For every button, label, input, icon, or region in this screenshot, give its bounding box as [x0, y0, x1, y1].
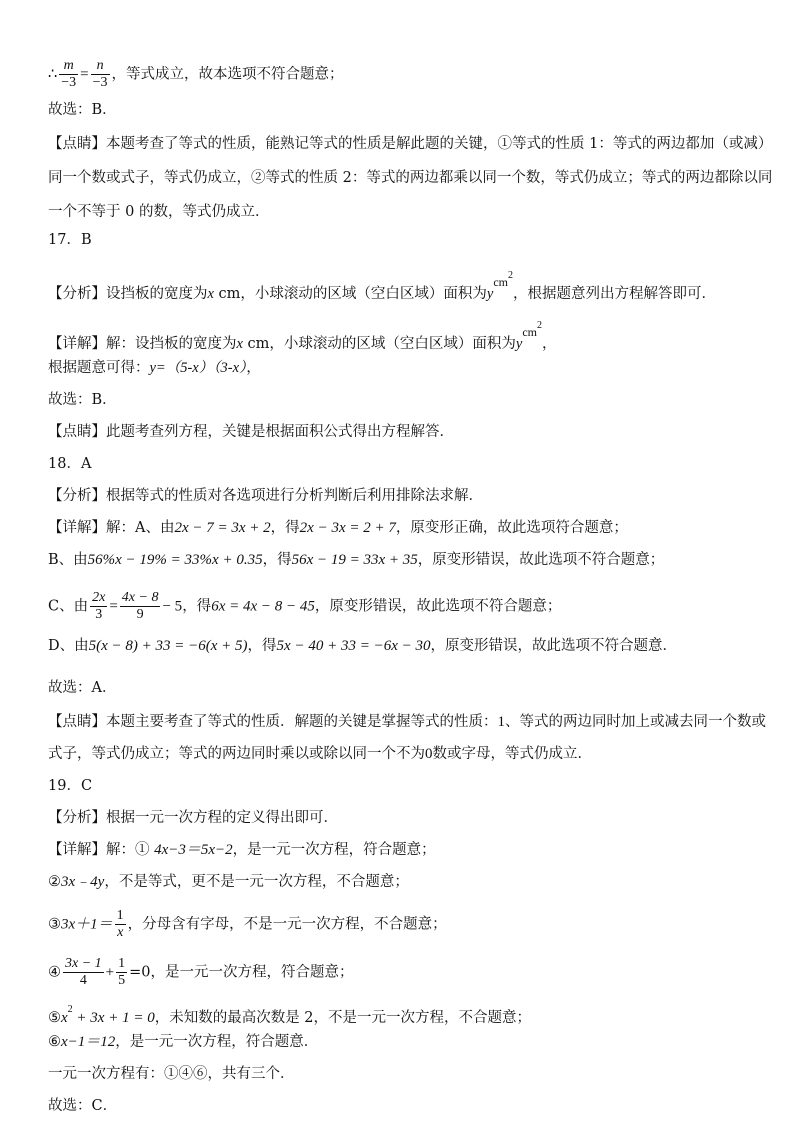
- solution-line: $⑤x^2 + 3x + 1 = 0$，未知数的最高次数是 2，不是一元一次方程，不合题意；: [48, 1004, 532, 1026]
- fraction-1-over-5: $\frac{1}{5}$: [118, 956, 126, 988]
- answer-line: 故选：C．: [48, 1098, 118, 1114]
- solution-line: 根据题意可得：y=（5-x）（3-x），: [48, 360, 261, 376]
- fraction-4x-8-over-9: $\frac{4x - 8}{9}$: [121, 590, 159, 622]
- solution-line: 【详解】解：① 4x−3＝5x−2，是一元一次方程，符合题意；: [48, 842, 436, 858]
- therefore-symbol: ∴: [48, 66, 58, 83]
- answer-line: 故选：B．: [48, 102, 117, 118]
- line-therefore-fraction: ∴ $\frac{m}{-3}$ = $\frac{n}{-3}$ ，等式成立，故本选项不符合题意；: [48, 58, 344, 90]
- analysis-line: 【分析】根据一元一次方程的定义得出即可．: [48, 810, 338, 826]
- solution-line: C、由 $\frac{2x}{3}$ = $\frac{4x - 8}{9}$ − 5，得6x = 4x − 8 − 45，原变形错误，故此选项不符合题意；: [48, 590, 562, 622]
- solution-line: ⑥x−1＝12，是一元一次方程，符合题意．: [48, 1034, 319, 1050]
- solution-line: 【详解】解：A、由2x − 7 = 3x + 2，得2x − 3x = 2 + 7，原变形正确，故此选项符合题意；: [48, 520, 628, 536]
- question-number-19: 19．C: [48, 778, 93, 794]
- solution-line: ③3x＋1＝ $\frac{1}{x}$ ，分母含有字母，不是一元一次方程，不合题意；: [48, 908, 447, 940]
- answer-line: 故选：A．: [48, 680, 117, 696]
- comment-line: 同一个数或式子，等式仍成立，②等式的性质 2：等式的两边都乘以同一个数，等式仍成立；等式的两边都除以同: [48, 170, 773, 186]
- fraction-n-over-minus3: $\frac{n}{-3}$: [92, 58, 108, 90]
- analysis-line: 【分析】设挡板的宽度为x cm，小球滚动的区域（空白区域）面积为$y^{cm2}$，根据题意列出方程解答即可．: [48, 270, 717, 302]
- comment-line: 【点睛】本题考查了等式的性质，能熟记等式的性质是解此题的关键，①等式的性质 1：等式的两边都加（或减）: [48, 136, 773, 152]
- solution-line: ④ $\frac{3x - 1}{4}$ + $\frac{1}{5}$ =0，是一元一次方程，符合题意；: [48, 956, 354, 988]
- fraction-1-over-x: $\frac{1}{x}$: [116, 908, 124, 940]
- solution-line: 【详解】解：设挡板的宽度为x cm，小球滚动的区域（空白区域）面积为$y^{cm2}$，: [48, 320, 557, 352]
- answer-line: 故选：B．: [48, 392, 117, 408]
- summary-line: 一元一次方程有：①④⑥，共有三个．: [48, 1066, 295, 1082]
- fraction-2x-over-3: $\frac{2x}{3}$: [92, 590, 106, 622]
- solution-line: B、由56%x − 19% = 33%x + 0.35，得56x − 19 = 33x + 35，原变形错误，故此选项不符合题意；: [48, 552, 665, 568]
- comment-line: 式子，等式仍成立；等式的两边同时乘以或除以同一个不为0数或字母，等式仍成立．: [48, 746, 592, 762]
- analysis-line: 【分析】根据等式的性质对各选项进行分析判断后利用排除法求解．: [48, 488, 483, 504]
- question-number-18: 18．A: [48, 456, 92, 472]
- comment-line: 一个不等于 0 的数，等式仍成立．: [48, 204, 270, 220]
- fraction-m-over-minus3: $\frac{m}{-3}$: [61, 58, 77, 90]
- question-number-17: 17．B: [48, 232, 92, 248]
- solution-line: ②3x﹣4y，不是等式，更不是一元一次方程，不合题意；: [48, 874, 409, 890]
- comment-line: 【点睛】本题主要考查了等式的性质．解题的关键是掌握等式的性质：1、等式的两边同时加上或减去同一个数或: [48, 714, 766, 730]
- comment-line: 【点睛】此题考查列方程，关键是根据面积公式得出方程解答．: [48, 424, 454, 440]
- solution-line: D、由5(x − 8) + 33 = −6(x + 5)，得5x − 40 + 33 = −6x − 30，原变形错误，故此选项不符合题意．: [48, 638, 677, 654]
- fraction-3x-1-over-4: $\frac{3x - 1}{4}$: [65, 956, 102, 988]
